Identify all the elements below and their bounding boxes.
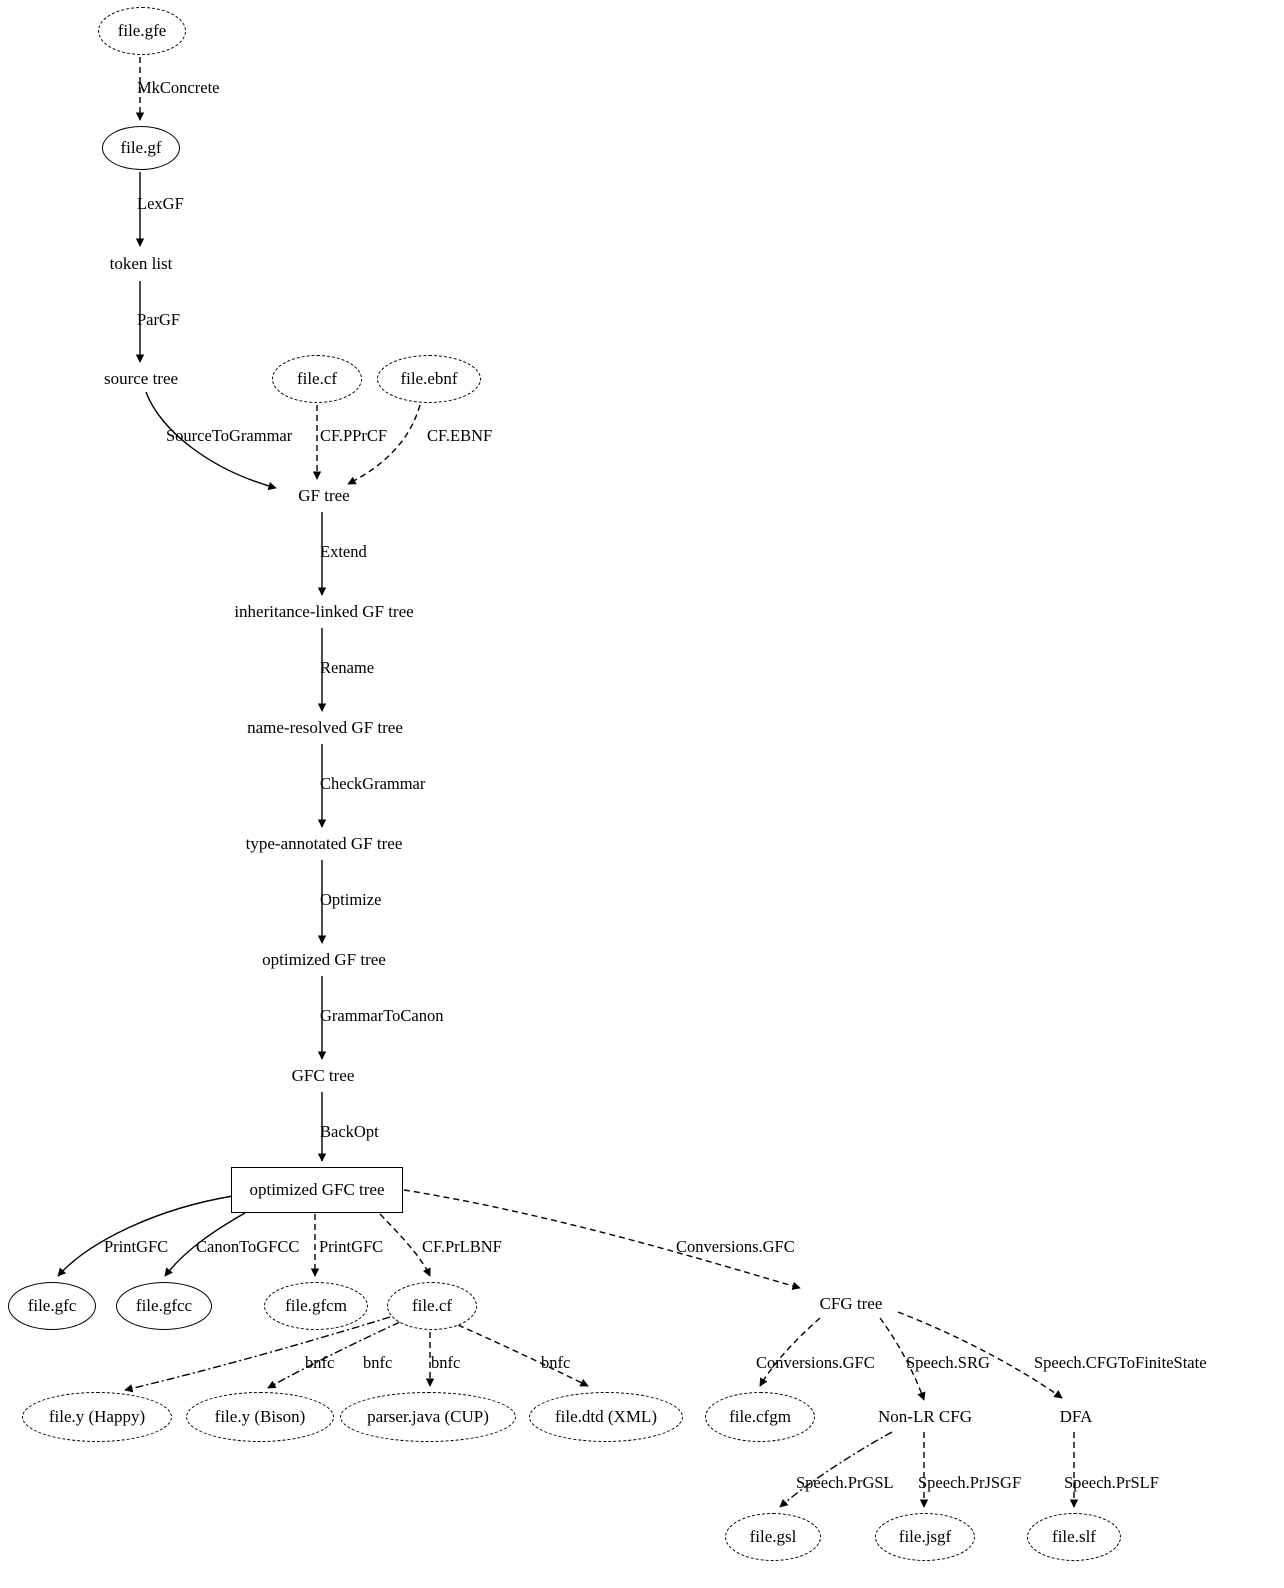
edge-label-bnfc-2: bnfc bbox=[363, 1353, 393, 1372]
edge-label-bnfc-3: bnfc bbox=[431, 1353, 461, 1372]
edge-label-rename: Rename bbox=[320, 658, 375, 677]
edge-label-backopt: BackOpt bbox=[320, 1122, 379, 1141]
node-file-y-bison[interactable] bbox=[186, 1392, 334, 1442]
node-label: file.y (Happy) bbox=[48, 1406, 146, 1426]
node-label: token list bbox=[109, 253, 173, 273]
node-file-y-happy[interactable] bbox=[22, 1392, 172, 1442]
node-label: Non-LR CFG bbox=[878, 1406, 972, 1426]
node-label: file.gfc bbox=[27, 1295, 77, 1315]
node-token-list bbox=[95, 253, 187, 275]
node-file-cf-mid[interactable] bbox=[387, 1282, 477, 1330]
node-label: file.gsl bbox=[749, 1526, 797, 1546]
node-label: file.jsgf bbox=[898, 1526, 952, 1546]
node-optimized-gf-tree bbox=[243, 949, 405, 971]
node-file-cf-top[interactable] bbox=[272, 355, 362, 403]
edge-label-speech-cfgtofinitestate: Speech.CFGToFiniteState bbox=[1034, 1353, 1207, 1372]
node-cfg-tree bbox=[805, 1293, 897, 1315]
node-label: optimized GFC tree bbox=[249, 1179, 385, 1199]
edge-label-cf-ebnf: CF.EBNF bbox=[427, 426, 493, 445]
edge-label-conversions-gfc-1: Conversions.GFC bbox=[676, 1237, 795, 1256]
edge-label-speech-srg: Speech.SRG bbox=[906, 1353, 990, 1372]
node-file-dtd-xml[interactable] bbox=[529, 1392, 683, 1442]
edge-label-printgfc-2: PrintGFC bbox=[319, 1237, 384, 1256]
edge-label-bnfc-4: bnfc bbox=[541, 1353, 571, 1372]
node-label: file.dtd (XML) bbox=[555, 1406, 657, 1426]
node-source-tree bbox=[90, 368, 192, 390]
node-label: source tree bbox=[103, 368, 179, 388]
edge-label-cf-prlbnf: CF.PrLBNF bbox=[422, 1237, 502, 1256]
edge-label-cf-pprcf: CF.PPrCF bbox=[320, 426, 388, 445]
node-non-lr-cfg bbox=[866, 1406, 984, 1428]
node-optimized-gfc-tree[interactable] bbox=[231, 1167, 403, 1213]
node-label: GFC tree bbox=[291, 1065, 355, 1085]
node-label: GF tree bbox=[298, 485, 350, 505]
edge-label-lexgf: LexGF bbox=[137, 194, 184, 213]
node-label: parser.java (CUP) bbox=[367, 1406, 489, 1426]
node-label: file.gfcc bbox=[135, 1295, 193, 1315]
node-file-gfcc[interactable] bbox=[116, 1282, 212, 1330]
node-file-gf[interactable] bbox=[102, 126, 180, 170]
edge-label-bnfc-1: bnfc bbox=[305, 1353, 335, 1372]
node-label: file.cfgm bbox=[729, 1406, 791, 1426]
edge-label-sourcetogrammar: SourceToGrammar bbox=[166, 426, 293, 445]
edge-label-speech-prslf: Speech.PrSLF bbox=[1064, 1473, 1159, 1492]
edge-label-speech-prjsgf: Speech.PrJSGF bbox=[918, 1473, 1022, 1492]
node-name-resolved-gf-tree bbox=[227, 717, 423, 739]
node-type-annotated-gf-tree bbox=[224, 833, 424, 855]
edge-label-checkgrammar: CheckGrammar bbox=[320, 774, 426, 793]
node-label: file.ebnf bbox=[400, 368, 458, 388]
node-label: file.slf bbox=[1052, 1526, 1096, 1546]
edge-label-extend: Extend bbox=[320, 542, 367, 561]
node-label: file.cf bbox=[411, 1295, 453, 1315]
node-label: file.gf bbox=[120, 137, 162, 157]
node-inheritance-linked-gf-tree bbox=[211, 601, 437, 623]
node-file-gfcm[interactable] bbox=[264, 1282, 368, 1330]
edge-label-canontogfcc: CanonToGFCC bbox=[196, 1237, 300, 1256]
node-file-slf[interactable] bbox=[1027, 1513, 1121, 1561]
node-label: file.cf bbox=[296, 368, 338, 388]
node-file-gfc[interactable] bbox=[8, 1282, 96, 1330]
node-file-gsl[interactable] bbox=[725, 1513, 821, 1561]
edge-label-speech-prgsl: Speech.PrGSL bbox=[796, 1473, 894, 1492]
node-label: name-resolved GF tree bbox=[247, 717, 403, 737]
node-label: file.y (Bison) bbox=[214, 1406, 306, 1426]
edge-label-grammartocanon: GrammarToCanon bbox=[320, 1006, 444, 1025]
edge-label-conversions-gfc-2: Conversions.GFC bbox=[756, 1353, 875, 1372]
edge-label-printgfc-1: PrintGFC bbox=[104, 1237, 169, 1256]
edge-label-optimize: Optimize bbox=[320, 890, 382, 909]
node-dfa bbox=[1052, 1406, 1100, 1428]
node-gf-tree bbox=[285, 485, 363, 507]
node-parser-java-cup[interactable] bbox=[340, 1392, 516, 1442]
node-file-ebnf[interactable] bbox=[377, 355, 481, 403]
node-label: DFA bbox=[1059, 1406, 1093, 1426]
node-file-jsgf[interactable] bbox=[875, 1513, 975, 1561]
node-file-gfe[interactable] bbox=[98, 7, 186, 55]
node-label: inheritance-linked GF tree bbox=[234, 601, 414, 621]
node-label: optimized GF tree bbox=[262, 949, 386, 969]
node-file-cfgm[interactable] bbox=[705, 1392, 815, 1442]
node-label: file.gfcm bbox=[285, 1295, 347, 1315]
edge-label-mkconcrete: MkConcrete bbox=[137, 78, 220, 97]
node-label: CFG tree bbox=[819, 1293, 883, 1313]
node-label: file.gfe bbox=[117, 20, 167, 40]
node-gfc-tree bbox=[275, 1065, 371, 1087]
node-label: type-annotated GF tree bbox=[245, 833, 403, 853]
edge-label-pargf: ParGF bbox=[137, 310, 181, 329]
